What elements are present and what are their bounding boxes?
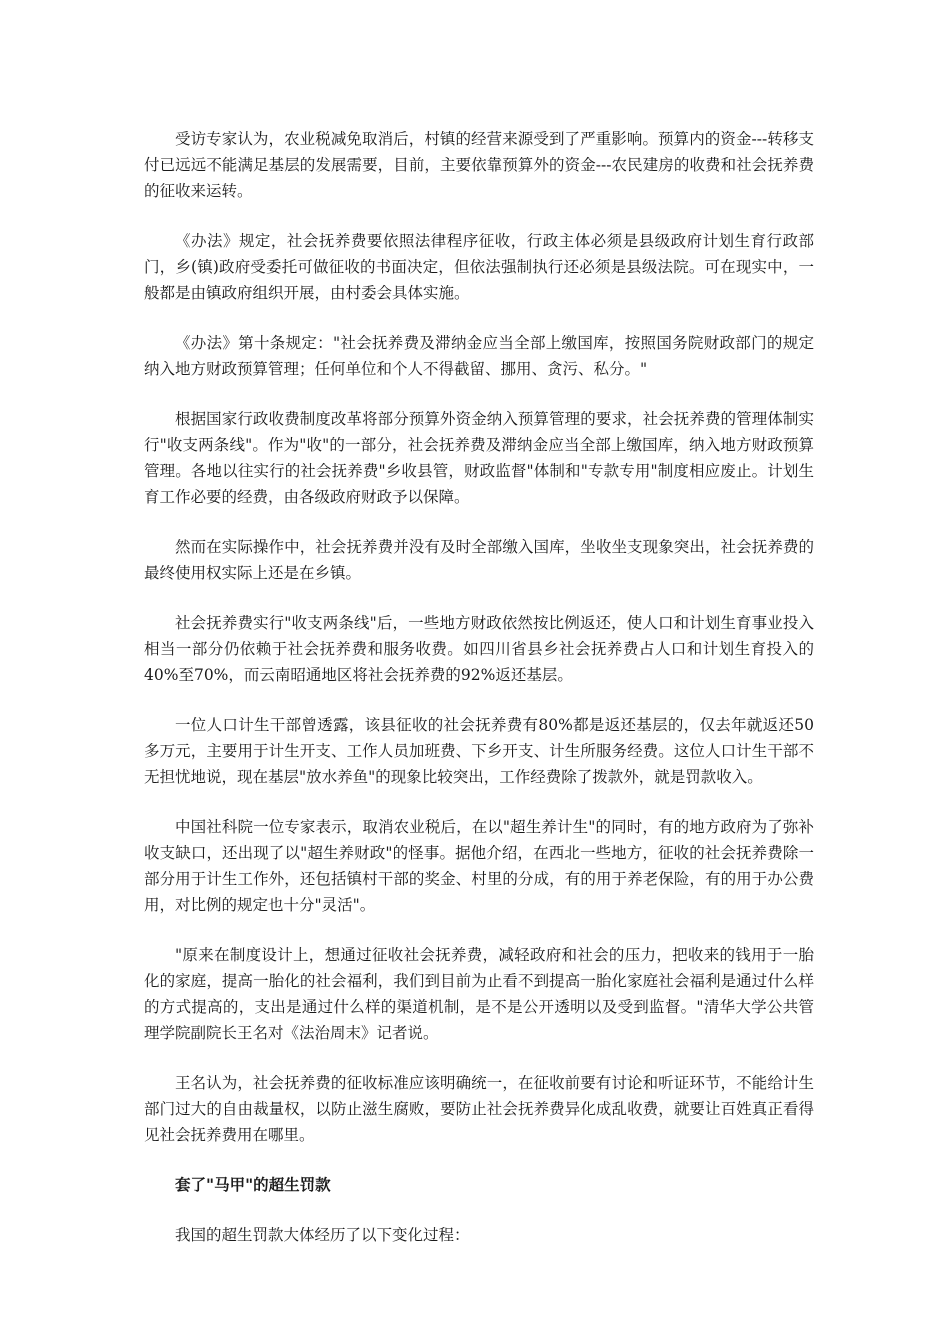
closing-paragraph: 我国的超生罚款大体经历了以下变化过程： <box>175 1226 470 1244</box>
paragraph-9: "原来在制度设计上，想通过征收社会抚养费，减轻政府和社会的压力，把收来的钱用于一胎化的家庭，提高一胎化的社会福利，我们到目前为止看不到提高一胎化家庭社会福利是通过什么样的方式提高的，支出是通过什么样的渠道机制，是不是公开透明以及受到监督。"清华大学公共管理学院副院长王名对《法治周末》记者说。 <box>144 946 814 1042</box>
paragraph-10: 王名认为，社会抚养费的征收标准应该明确统一，在征收前要有讨论和听证环节，不能给计生部门过大的自由裁量权，以防止滋生腐败，要防止社会抚养费异化成乱收费，就要让百姓真正看得见社会抚养费用在哪里。 <box>144 1074 814 1144</box>
section-heading: 套了"马甲"的超生罚款 <box>175 1175 331 1194</box>
paragraph-6: 社会抚养费实行"收支两条线"后，一些地方财政依然按比例返还，使人口和计划生育事业投入相当一部分仍依赖于社会抚养费和服务收费。如四川省县乡社会抚养费占人口和计划生育投入的40%至70%，而云南昭通地区将社会抚养费的92%返还基层。 <box>144 614 814 684</box>
paragraph-5: 然而在实际操作中，社会抚养费并没有及时全部缴入国库，坐收坐支现象突出，社会抚养费的最终使用权实际上还是在乡镇。 <box>144 538 814 582</box>
paragraph-2: 《办法》规定，社会抚养费要依照法律程序征收，行政主体必须是县级政府计划生育行政部门，乡(镇)政府受委托可做征收的书面决定，但依法强制执行还必须是县级法院。可在现实中，一般都是由镇政府组织开展，由村委会具体实施。 <box>144 232 814 302</box>
paragraph-8: 中国社科院一位专家表示，取消农业税后，在以"超生养计生"的同时，有的地方政府为了弥补收支缺口，还出现了以"超生养财政"的怪事。据他介绍，在西北一些地方，征收的社会抚养费除一部分用于计生工作外，还包括镇村干部的奖金、村里的分成，有的用于养老保险，有的用于办公费用，对比例的规定也十分"灵活"。 <box>144 818 814 914</box>
paragraph-4: 根据国家行政收费制度改革将部分预算外资金纳入预算管理的要求，社会抚养费的管理体制实行"收支两条线"。作为"收"的一部分，社会抚养费及滞纳金应当全部上缴国库，纳入地方财政预算管理。各地以往实行的社会抚养费"乡收县管，财政监督"体制和"专款专用"制度相应废止。计划生育工作必要的经费，由各级政府财政予以保障。 <box>144 410 814 506</box>
document-page <box>144 126 814 1272</box>
paragraph-3: 《办法》第十条规定："社会抚养费及滞纳金应当全部上缴国库，按照国务院财政部门的规定纳入地方财政预算管理；任何单位和个人不得截留、挪用、贪污、私分。" <box>144 334 814 378</box>
paragraph-7: 一位人口计生干部曾透露，该县征收的社会抚养费有80%都是返还基层的，仅去年就返还50多万元，主要用于计生开支、工作人员加班费、下乡开支、计生所服务经费。这位人口计生干部不无担忧地说，现在基层"放水养鱼"的现象比较突出，工作经费除了拨款外，就是罚款收入。 <box>144 716 814 786</box>
paragraph-1: 受访专家认为，农业税减免取消后，村镇的经营来源受到了严重影响。预算内的资金---转移支付已远远不能满足基层的发展需要，目前，主要依靠预算外的资金---农民建房的收费和社会抚养费的征收来运转。 <box>144 130 814 200</box>
